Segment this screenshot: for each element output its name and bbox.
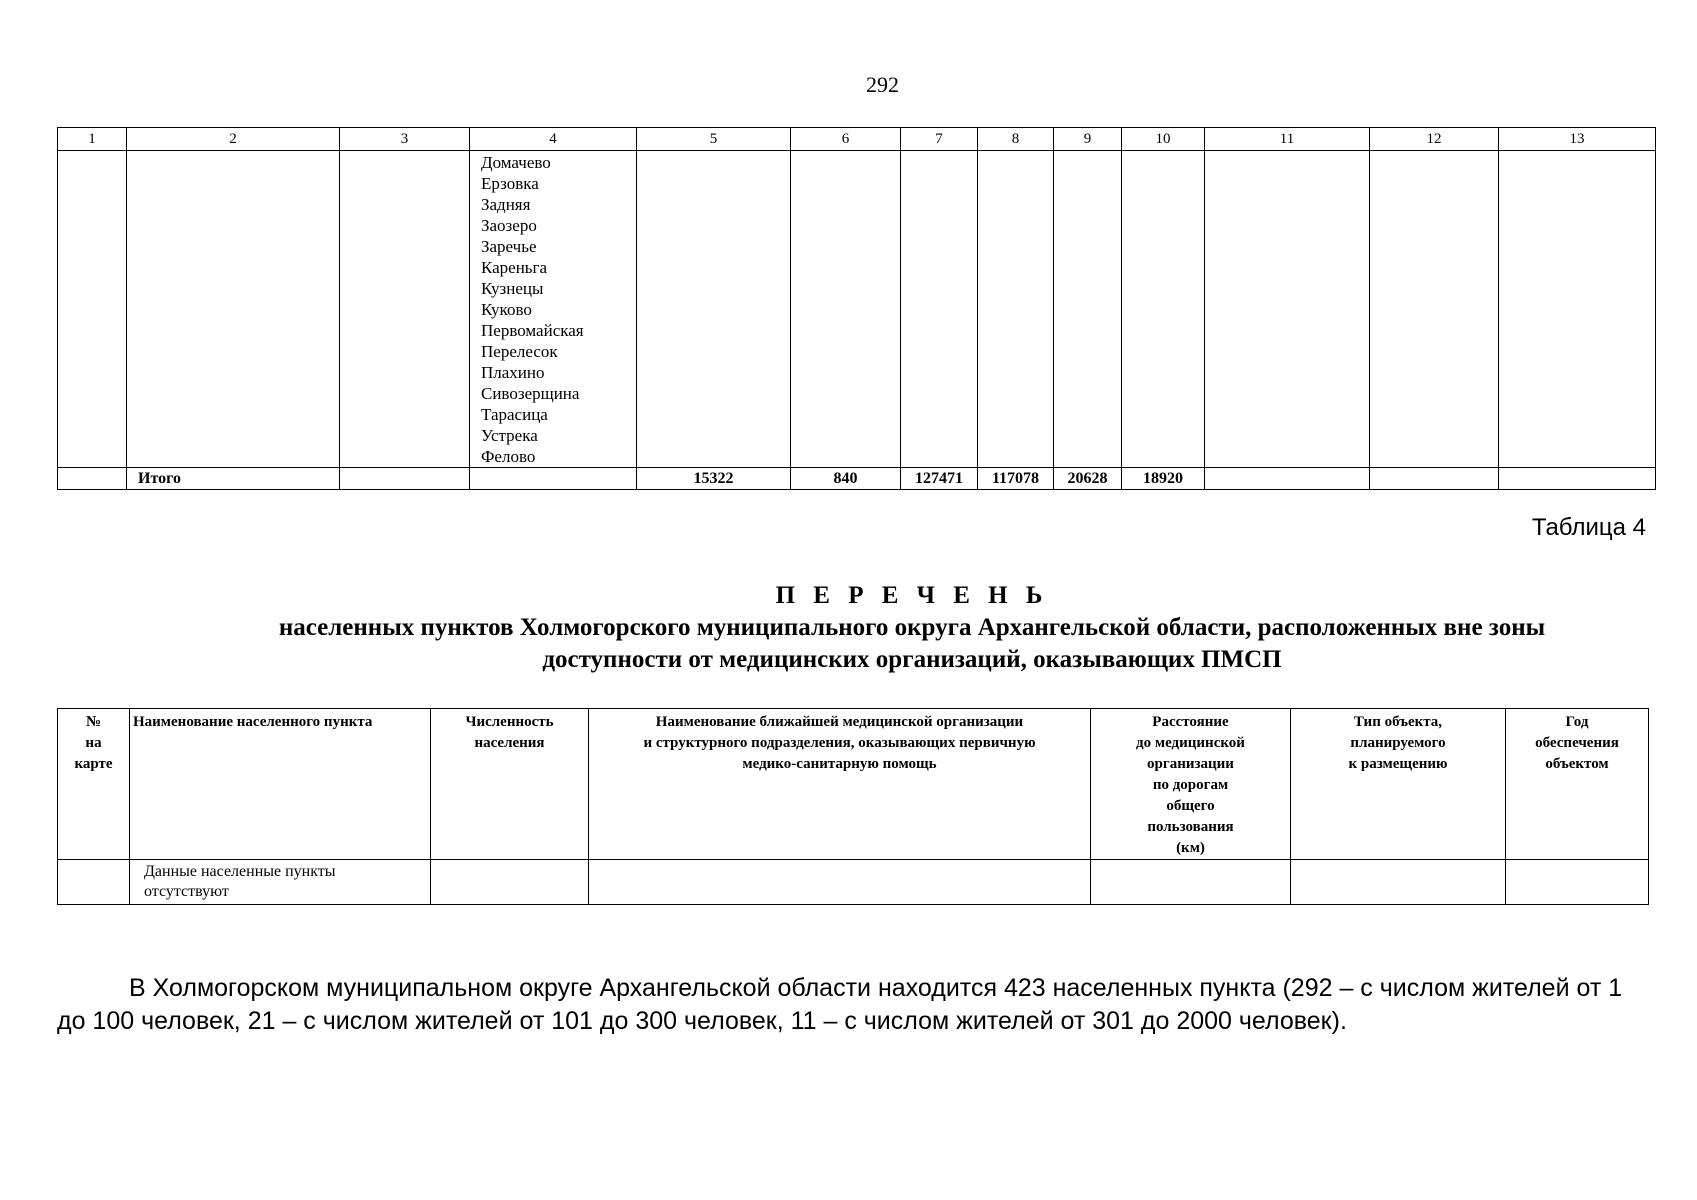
col-number: 5 — [637, 128, 791, 151]
col-number: 7 — [901, 128, 978, 151]
table-3-continuation — [57, 127, 1656, 490]
total-row — [58, 468, 1656, 490]
settlement-name: Кареньга — [481, 258, 548, 277]
settlement-name: Заозеро — [481, 216, 537, 235]
settlements-row — [58, 151, 1656, 468]
settlement-name: Задняя — [481, 195, 531, 214]
list-subtitle-line-1: населенных пунктов Холмогорского муниципального округа Архангельской области, расположенных вне зоны — [278, 614, 1546, 641]
list-subtitle-line-2: доступности от медицинских организаций, оказывающих ПМСП — [542, 646, 1282, 673]
col-number: 12 — [1370, 128, 1499, 151]
table-4 — [57, 708, 1649, 905]
total-value: 840 — [791, 468, 901, 490]
header-population: Численность населения — [431, 709, 589, 860]
column-number-row — [58, 128, 1656, 151]
col-number: 3 — [340, 128, 470, 151]
table-4-data-row — [58, 860, 1649, 905]
settlement-list — [470, 151, 637, 468]
col-number: 9 — [1054, 128, 1122, 151]
settlement-name: Устрека — [481, 426, 538, 445]
header-map-number: № на карте — [58, 709, 130, 860]
settlement-name: Куково — [481, 300, 532, 319]
col-number: 6 — [791, 128, 901, 151]
header-distance: Расстояние до медицинской организации по дорогам общего пользования (км) — [1091, 709, 1291, 860]
header-nearest-organization: Наименование ближайшей медицинской организации и структурного подразделения, оказывающих первичную медико-санитарную помощь — [589, 709, 1091, 860]
no-data-note: Данные населенные пункты отсутствуют — [130, 860, 431, 905]
settlement-name: Плахино — [481, 363, 545, 382]
page-number: 292 — [866, 72, 899, 97]
col-number: 10 — [1122, 128, 1205, 151]
col-number: 13 — [1499, 128, 1656, 151]
col-number: 8 — [978, 128, 1054, 151]
total-value: 20628 — [1054, 468, 1122, 490]
settlement-name: Сивозерщина — [481, 384, 580, 403]
col-number: 11 — [1205, 128, 1370, 151]
settlement-name: Перелесок — [481, 342, 558, 361]
table-4-header-row — [58, 709, 1649, 860]
list-title: П Е Р Е Ч Е Н Ь — [775, 582, 1049, 609]
total-label: Итого — [127, 468, 340, 490]
settlement-name: Кузнецы — [481, 279, 544, 298]
col-number: 4 — [470, 128, 637, 151]
table-caption: Таблица 4 — [1531, 514, 1646, 541]
settlement-name: Тарасица — [481, 405, 548, 424]
settlement-name: Первомайская — [481, 321, 584, 340]
settlement-name: Ерзовка — [481, 174, 539, 193]
total-value: 15322 — [637, 468, 791, 490]
settlement-name: Заречье — [481, 237, 537, 256]
summary-paragraph: В Холмогорском муниципальном округе Архангельской области находится 423 населенных пункта (292 – с числом жителей от 1 до 100 человек, 21 – с числом жителей от 101 до 300 человек, 11 – с числом жителей от 301 до 2000 человек). — [57, 974, 1623, 1035]
total-value: 117078 — [978, 468, 1054, 490]
settlement-name: Домачево — [481, 153, 551, 172]
total-value: 127471 — [901, 468, 978, 490]
col-number: 1 — [58, 128, 127, 151]
header-year: Год обеспечения объектом — [1506, 709, 1649, 860]
col-number: 2 — [127, 128, 340, 151]
settlement-name: Фелово — [481, 447, 536, 466]
total-value: 18920 — [1122, 468, 1205, 490]
header-settlement-name: Наименование населенного пункта — [130, 709, 431, 860]
header-object-type: Тип объекта, планируемого к размещению — [1291, 709, 1506, 860]
